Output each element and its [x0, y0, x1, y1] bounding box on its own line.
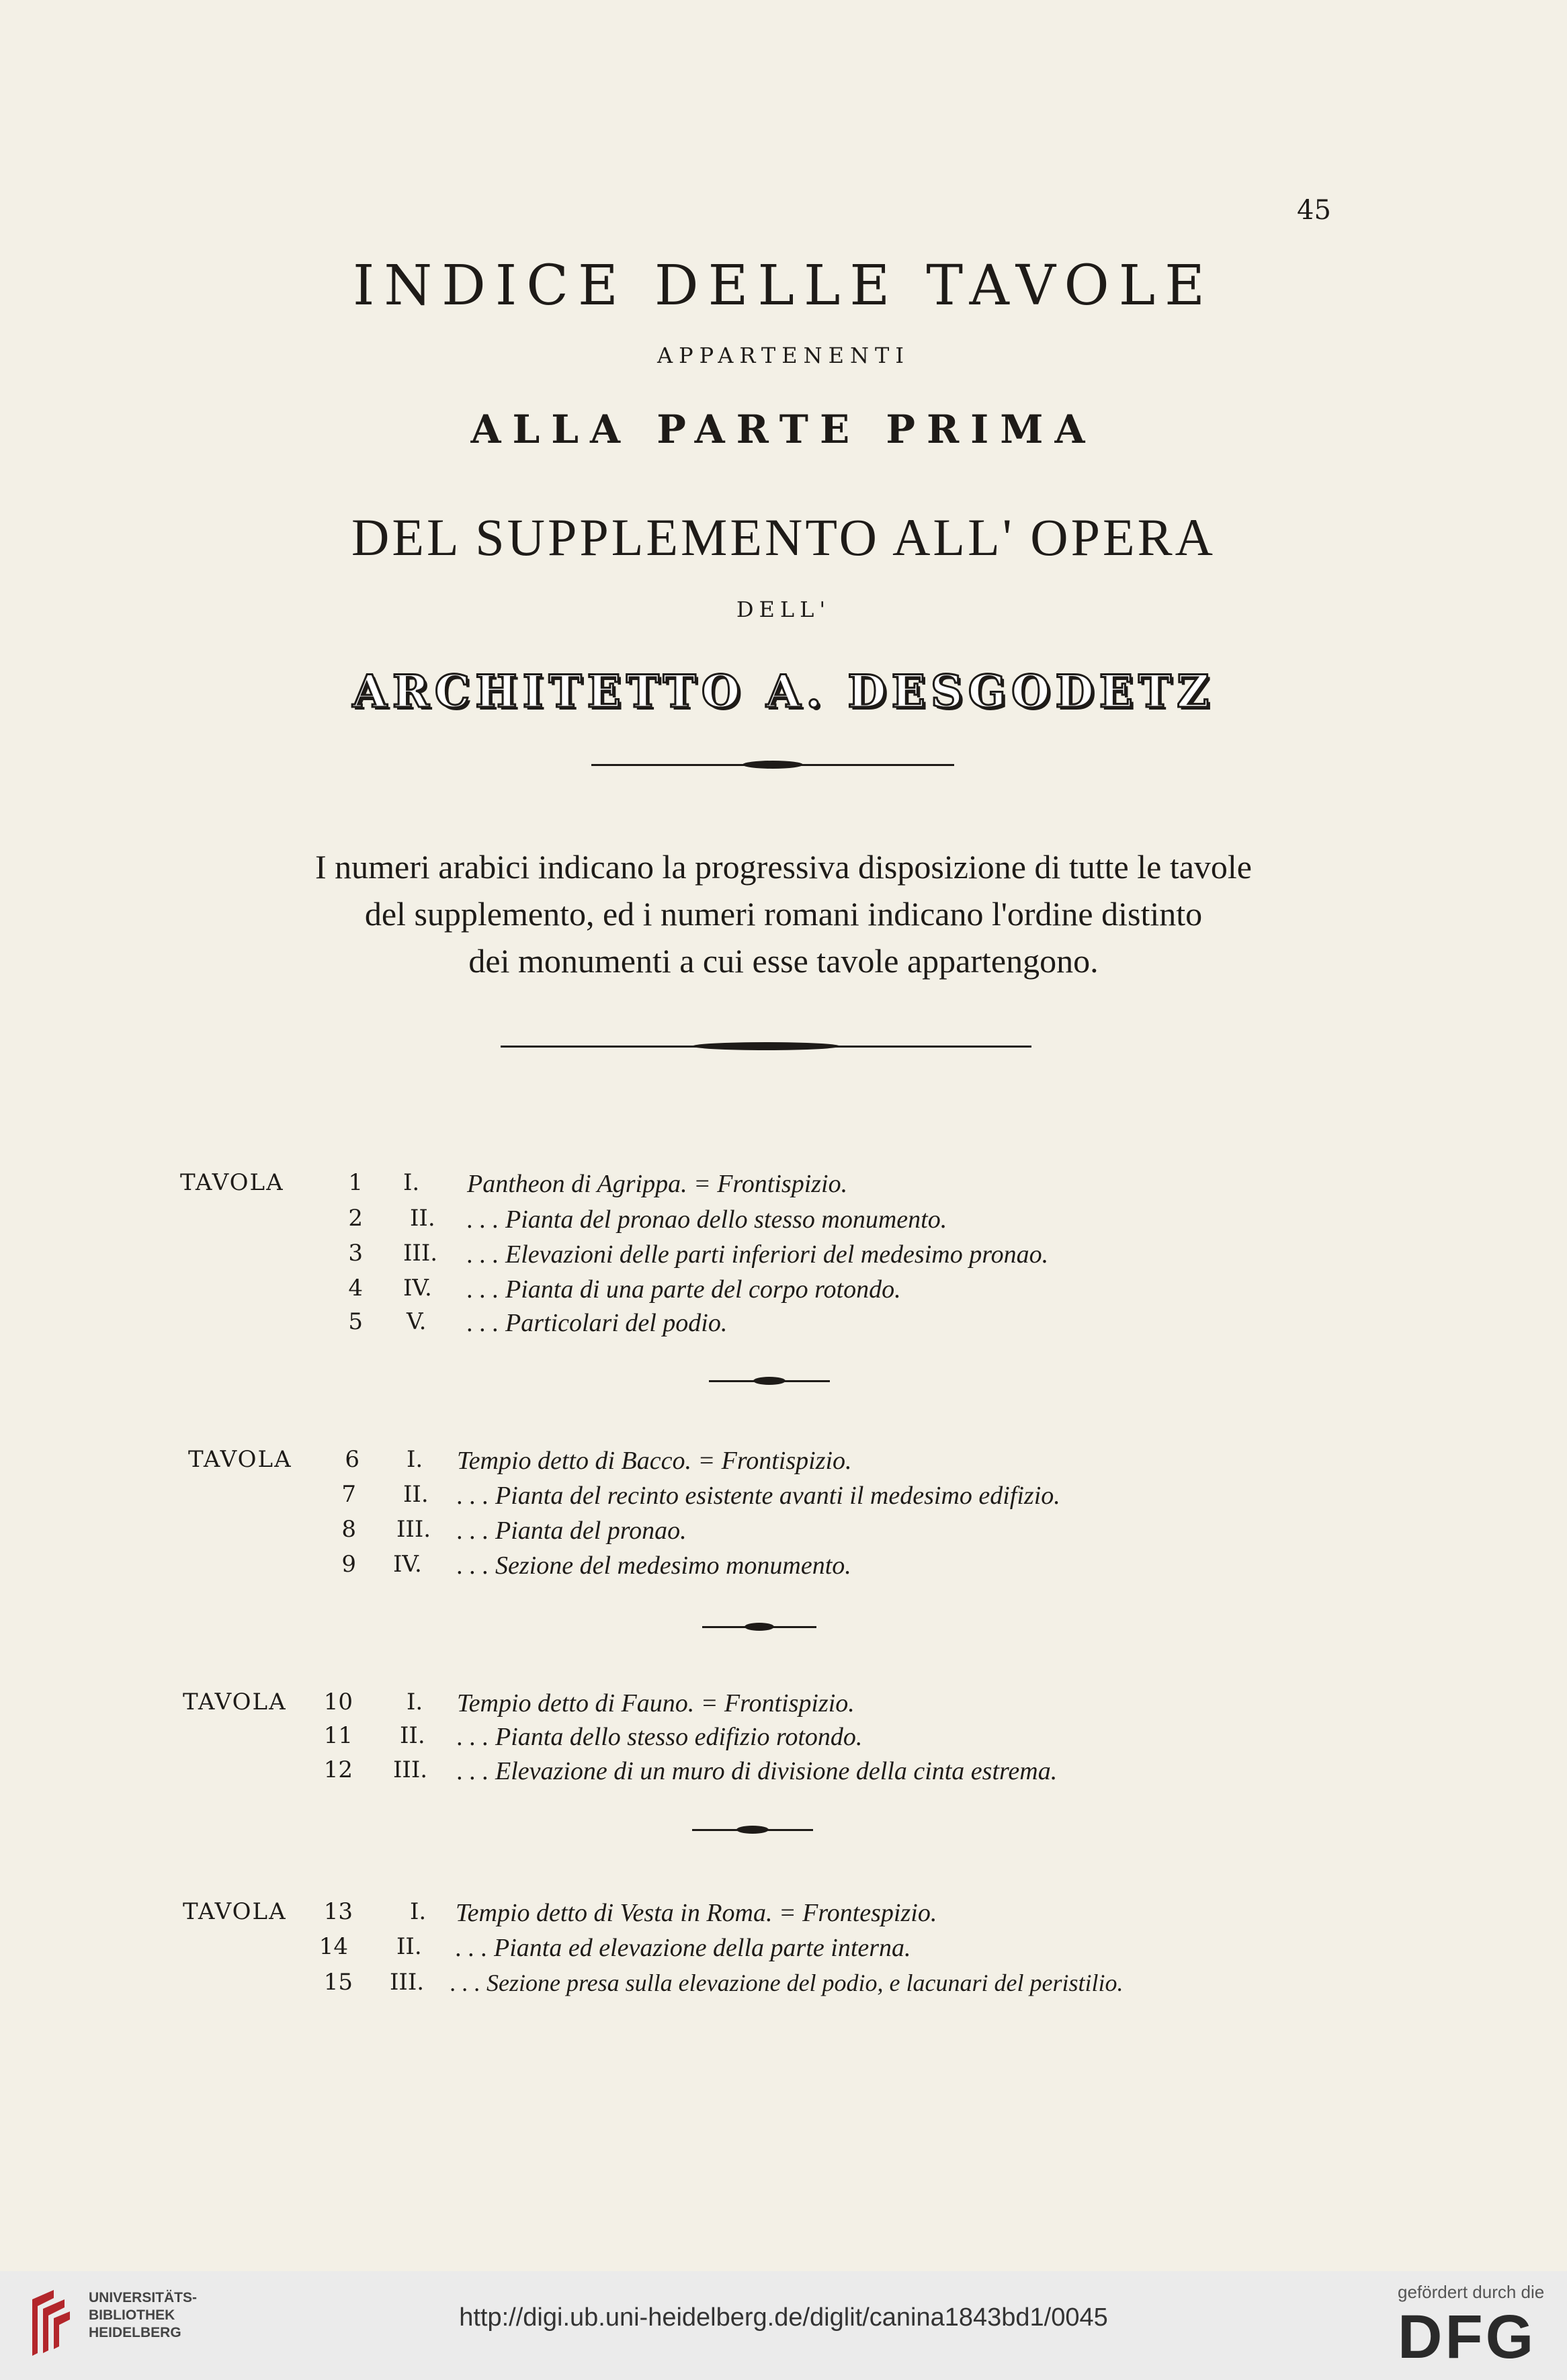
plate-description: Tempio detto di Vesta in Roma. = Frontespizio. — [456, 1899, 937, 1927]
plate-description: . . . Particolari del podio. — [467, 1309, 728, 1337]
intro-line: I numeri arabici indicano la progressiva disposizione di tutte le tavole — [314, 848, 1253, 886]
plate-description: . . . Pianta del pronao dello stesso monumento. — [467, 1205, 947, 1234]
list-item — [0, 1551, 1567, 1584]
plate-description: . . . Sezione del medesimo monumento. — [457, 1552, 851, 1580]
roman-number: II. — [410, 1205, 435, 1232]
roman-number: IV. — [393, 1551, 422, 1578]
roman-number: III. — [403, 1240, 438, 1267]
digitization-footer — [0, 2271, 1567, 2380]
roman-number: I. — [407, 1689, 423, 1715]
plate-description: . . . Elevazione di un muro di divisione della cinta estrema. — [457, 1757, 1058, 1785]
plate-description: . . . Pianta dello stesso edifizio rotondo. — [457, 1723, 863, 1751]
arabic-number: 15 — [323, 1969, 353, 1996]
roman-number: II. — [396, 1933, 422, 1960]
subtitle-supplemento: DEL SUPPLEMENTO ALL' OPERA — [351, 508, 1216, 566]
arabic-number: 11 — [323, 1722, 353, 1749]
list-item — [0, 1516, 1567, 1549]
index-title: INDICE DELLE TAVOLE — [352, 254, 1215, 318]
list-item — [0, 1446, 1567, 1480]
list-item — [0, 1169, 1567, 1203]
plate-description: Pantheon di Agrippa. = Frontispizio. — [467, 1170, 848, 1198]
roman-number: I. — [403, 1169, 420, 1196]
subtitle-parte-prima: ALLA PARTE PRIMA — [470, 407, 1097, 452]
arabic-number: 9 — [341, 1551, 356, 1578]
list-item — [0, 1481, 1567, 1515]
arabic-number: 14 — [319, 1933, 348, 1960]
intro-line: del supplemento, ed i numeri romani indicano l'ordine distinto — [364, 895, 1203, 933]
list-item — [0, 1240, 1567, 1273]
roman-number: I. — [407, 1446, 423, 1473]
plate-description: . . . Pianta ed elevazione della parte interna. — [456, 1934, 911, 1962]
tavola-label: TAVOLA — [188, 1446, 292, 1473]
arabic-number: 8 — [341, 1516, 356, 1543]
subtitle-appartenenti: APPARTENENTI — [657, 343, 910, 368]
dfg-logo: DFG — [1398, 2303, 1537, 2371]
list-item — [0, 1689, 1567, 1722]
list-item — [0, 1275, 1567, 1308]
arabic-number: 13 — [323, 1898, 353, 1925]
ornament-divider — [501, 1040, 1031, 1052]
arabic-number: 7 — [341, 1481, 356, 1508]
library-name-line: HEIDELBERG — [89, 2325, 181, 2340]
roman-number: IV. — [403, 1275, 432, 1302]
subtitle-dell: DELL' — [736, 597, 831, 622]
roman-number: II. — [400, 1722, 425, 1749]
roman-number: V. — [407, 1308, 427, 1335]
plate-description: . . . Elevazioni delle parti inferiori del medesimo pronao. — [467, 1240, 1049, 1269]
roman-number: I. — [410, 1898, 427, 1925]
library-name-line: BIBLIOTHEK — [89, 2307, 175, 2323]
roman-number: III. — [393, 1756, 428, 1783]
arabic-number: 5 — [348, 1308, 363, 1335]
arabic-number: 3 — [348, 1240, 363, 1267]
sponsor-label: gefördert durch die — [1398, 2282, 1545, 2302]
list-item — [0, 1308, 1567, 1342]
ornament-divider — [709, 1376, 830, 1386]
tavola-label: TAVOLA — [183, 1689, 287, 1715]
list-item — [0, 1933, 1567, 1967]
plate-description: . . . Pianta del recinto esistente avanti il medesimo edifizio. — [457, 1482, 1060, 1510]
arabic-number: 10 — [323, 1689, 353, 1715]
list-item — [0, 1969, 1567, 2002]
intro-paragraph — [0, 843, 1567, 984]
page-number: 45 — [1297, 195, 1331, 226]
list-item — [0, 1756, 1567, 1790]
plate-description: . . . Sezione presa sulla elevazione del podio, e lacunari del peristilio. — [450, 1969, 1124, 1996]
plate-description: . . . Pianta di una parte del corpo rotondo. — [467, 1275, 901, 1304]
intro-line: dei monumenti a cui esse tavole appartengono. — [468, 942, 1099, 980]
ornament-divider — [692, 1825, 813, 1834]
plate-description: . . . Pianta del pronao. — [457, 1517, 687, 1545]
plate-description: Tempio detto di Bacco. = Frontispizio. — [457, 1447, 852, 1475]
arabic-number: 6 — [345, 1446, 359, 1473]
arabic-number: 2 — [348, 1205, 363, 1232]
library-name-line: UNIVERSITÄTS- — [89, 2290, 198, 2305]
ornament-divider — [591, 759, 954, 770]
arabic-number: 4 — [348, 1275, 363, 1302]
ornament-divider — [702, 1622, 816, 1631]
roman-number: III. — [396, 1516, 431, 1543]
tavola-label: TAVOLA — [180, 1169, 284, 1196]
arabic-number: 12 — [323, 1756, 353, 1783]
arabic-number: 1 — [348, 1169, 363, 1196]
list-item — [0, 1722, 1567, 1756]
list-item — [0, 1205, 1567, 1238]
roman-number: II. — [403, 1481, 429, 1508]
list-item — [0, 1898, 1567, 1932]
roman-number: III. — [390, 1969, 425, 1996]
permalink-url[interactable]: http://digi.ub.uni-heidelberg.de/diglit/canina1843bd1/0045 — [459, 2303, 1108, 2332]
plate-description: Tempio detto di Fauno. = Frontispizio. — [457, 1689, 855, 1717]
tavola-label: TAVOLA — [183, 1898, 287, 1925]
author-name: ARCHITETTO A. DESGODETZ — [352, 665, 1215, 718]
